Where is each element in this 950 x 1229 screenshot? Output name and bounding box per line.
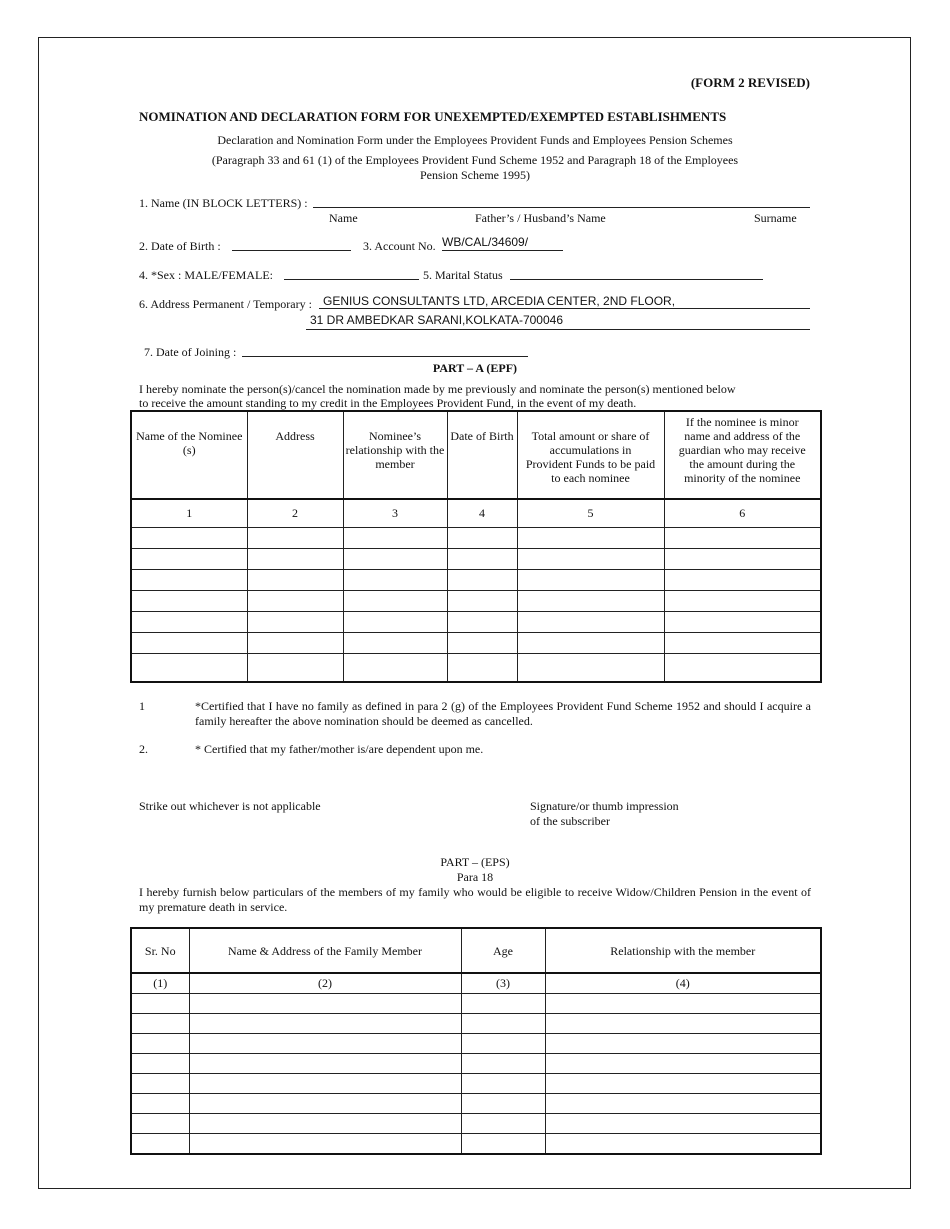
eps-col-header-sr-no: Sr. No [131,928,189,973]
table-cell[interactable] [343,569,447,590]
table-cell[interactable] [343,632,447,653]
part-eps-intro: I hereby furnish below particulars of the members of my family who would be eligible to receive Widow/Children Pension in the event of my premature death in service. [139,885,811,914]
form-id: (FORM 2 REVISED) [690,75,810,90]
table-cell[interactable] [247,548,343,569]
table-row [131,1093,821,1113]
table-cell[interactable] [664,632,821,653]
table-cell[interactable] [545,1033,821,1053]
table-cell[interactable] [545,1133,821,1154]
account-label: 3. Account No. [363,239,436,253]
table-cell[interactable] [189,1113,461,1133]
table-cell[interactable] [131,1033,189,1053]
table-cell[interactable] [131,527,247,548]
paragraph-reference-line1: (Paragraph 33 and 61 (1) of the Employees Provident Fund Scheme 1952 and Paragraph 18 of the Employees [211,153,739,167]
table-cell[interactable] [131,1073,189,1093]
eps-family-table [130,927,822,1155]
table-cell[interactable] [545,1093,821,1113]
table-cell[interactable] [447,548,517,569]
table-cell[interactable] [189,993,461,1013]
table-cell[interactable] [461,993,545,1013]
table-cell[interactable] [131,1113,189,1133]
table-cell[interactable] [131,1053,189,1073]
table-cell[interactable] [545,1113,821,1133]
name-sublabel-surname: Surname [754,211,797,225]
paragraph-reference-line2: Pension Scheme 1995) [420,168,530,182]
epf-col-header-guardian: If the nominee is minor name and address of the guardian who may receive the amount during the minority of the nominee [664,411,821,499]
table-cell[interactable] [461,1133,545,1154]
table-cell[interactable] [664,611,821,632]
table-cell[interactable] [247,611,343,632]
epf-col-number: 5 [517,499,664,527]
sex-label: 4. *Sex : MALE/FEMALE: [139,268,273,282]
eps-col-header-name-address: Name & Address of the Family Member [189,928,461,973]
table-cell[interactable] [189,1033,461,1053]
name-sublabel-father-husband: Father’s / Husband’s Name [475,211,606,225]
eps-col-number: (2) [189,973,461,993]
table-row [131,993,821,1013]
epf-col-header-amount: Total amount or share of accumulations in Provident Funds to be paid to each nominee [517,411,664,499]
table-cell[interactable] [664,590,821,611]
part-a-intro-line1: I hereby nominate the person(s)/cancel the nomination made by me previously and nominate the person(s) mentioned below [139,382,736,396]
table-cell[interactable] [461,1033,545,1053]
table-cell[interactable] [247,527,343,548]
certification-2-number: 2. [139,742,148,756]
epf-col-number: 4 [447,499,517,527]
table-cell[interactable] [343,548,447,569]
table-cell[interactable] [517,590,664,611]
sex-field[interactable] [284,279,419,280]
table-cell[interactable] [517,527,664,548]
table-cell[interactable] [343,590,447,611]
form-subtitle: Declaration and Nomination Form under the Employees Provident Funds and Employees Pension Schemes [217,133,733,147]
table-cell[interactable] [461,1093,545,1113]
table-cell[interactable] [447,653,517,682]
table-cell[interactable] [517,653,664,682]
table-cell[interactable] [517,611,664,632]
doj-field[interactable] [242,356,528,357]
table-cell[interactable] [131,993,189,1013]
table-row [131,653,821,682]
epf-col-header-relationship: Nominee’s relationship with the member [343,411,447,499]
table-cell[interactable] [545,1053,821,1073]
certification-1-number: 1 [139,699,145,713]
epf-nominee-table [130,410,822,683]
table-cell[interactable] [131,1093,189,1113]
table-cell[interactable] [545,993,821,1013]
eps-col-number: (3) [461,973,545,993]
epf-col-number: 1 [131,499,247,527]
table-cell[interactable] [131,632,247,653]
table-row [131,611,821,632]
part-a-intro-line2: to receive the amount standing to my credit in the Employees Provident Fund, in the event of my death. [139,396,637,410]
eps-col-header-relationship: Relationship with the member [545,928,821,973]
eps-col-number: (1) [131,973,189,993]
name-label: 1. Name (IN BLOCK LETTERS) : [139,196,308,210]
table-cell[interactable] [447,590,517,611]
table-cell[interactable] [517,632,664,653]
table-cell[interactable] [461,1013,545,1033]
table-cell[interactable] [664,653,821,682]
table-row [131,569,821,590]
table-cell[interactable] [247,569,343,590]
address-line1: GENIUS CONSULTANTS LTD, ARCEDIA CENTER, 2ND FLOOR, [323,294,676,308]
doj-label: 7. Date of Joining : [144,345,237,359]
eps-col-number: (4) [545,973,821,993]
table-cell[interactable] [447,611,517,632]
table-cell[interactable] [343,653,447,682]
table-cell[interactable] [189,1053,461,1073]
table-row [131,1113,821,1133]
table-cell[interactable] [189,1133,461,1154]
table-cell[interactable] [131,1133,189,1154]
account-field[interactable] [442,250,563,251]
table-cell[interactable] [447,569,517,590]
table-cell[interactable] [131,1013,189,1033]
certification-1-text: *Certified that I have no family as defined in para 2 (g) of the Employees Provident Fund Scheme 1952 and should I acquire a family hereafter the above nomination should be deemed as cancelled. [195,699,811,728]
table-cell[interactable] [545,1013,821,1033]
table-row [131,1053,821,1073]
table-cell[interactable] [131,548,247,569]
table-row [131,548,821,569]
dob-field[interactable] [232,250,351,251]
table-cell[interactable] [517,548,664,569]
table-cell[interactable] [189,1093,461,1113]
address-line2-field[interactable] [306,329,810,330]
part-a-heading: PART – A (EPF) [432,361,518,375]
address-label: 6. Address Permanent / Temporary : [139,297,312,311]
table-cell[interactable] [131,611,247,632]
part-eps-heading: PART – (EPS) [440,855,510,869]
address-line2: 31 DR AMBEDKAR SARANI,KOLKATA-700046 [310,313,563,327]
table-cell[interactable] [664,548,821,569]
table-row [131,1013,821,1033]
signature-label-line2: of the subscriber [530,814,610,828]
table-cell[interactable] [247,632,343,653]
table-row [131,1073,821,1093]
table-row [131,1033,821,1053]
table-row [131,632,821,653]
epf-col-header-dob: Date of Birth [447,411,517,499]
table-cell[interactable] [343,611,447,632]
epf-col-header-address: Address [247,411,343,499]
part-eps-para: Para 18 [456,870,494,884]
marital-status-label: 5. Marital Status [423,268,503,282]
table-cell[interactable] [447,632,517,653]
table-cell[interactable] [247,653,343,682]
table-cell[interactable] [131,569,247,590]
marital-status-field[interactable] [510,279,763,280]
signature-label-line1: Signature/or thumb impression [530,799,679,813]
table-cell[interactable] [664,569,821,590]
table-cell[interactable] [517,569,664,590]
form-title: NOMINATION AND DECLARATION FORM FOR UNEXEMPTED/EXEMPTED ESTABLISHMENTS [139,109,727,124]
address-line1-field[interactable] [319,308,810,309]
name-sublabel-name: Name [329,211,358,225]
epf-col-number: 2 [247,499,343,527]
table-cell[interactable] [545,1073,821,1093]
certification-2-text: * Certified that my father/mother is/are dependent upon me. [195,742,484,756]
strike-out-note: Strike out whichever is not applicable [139,799,321,813]
epf-col-header-name: Name of the Nominee (s) [131,411,247,499]
table-row [131,590,821,611]
table-row [131,1133,821,1154]
epf-column-number-row [131,499,821,527]
table-cell[interactable] [461,1073,545,1093]
epf-col-number: 6 [664,499,821,527]
table-cell[interactable] [664,527,821,548]
table-cell[interactable] [461,1053,545,1073]
table-row [131,527,821,548]
dob-label: 2. Date of Birth : [139,239,221,253]
account-value: WB/CAL/34609/ [442,235,529,249]
table-cell[interactable] [447,527,517,548]
eps-column-number-row [131,973,821,993]
table-cell[interactable] [131,653,247,682]
table-cell[interactable] [189,1013,461,1033]
table-cell[interactable] [131,590,247,611]
name-field[interactable] [313,207,810,208]
table-cell[interactable] [343,527,447,548]
table-cell[interactable] [247,590,343,611]
eps-col-header-age: Age [461,928,545,973]
epf-col-number: 3 [343,499,447,527]
table-cell[interactable] [461,1113,545,1133]
table-cell[interactable] [189,1073,461,1093]
